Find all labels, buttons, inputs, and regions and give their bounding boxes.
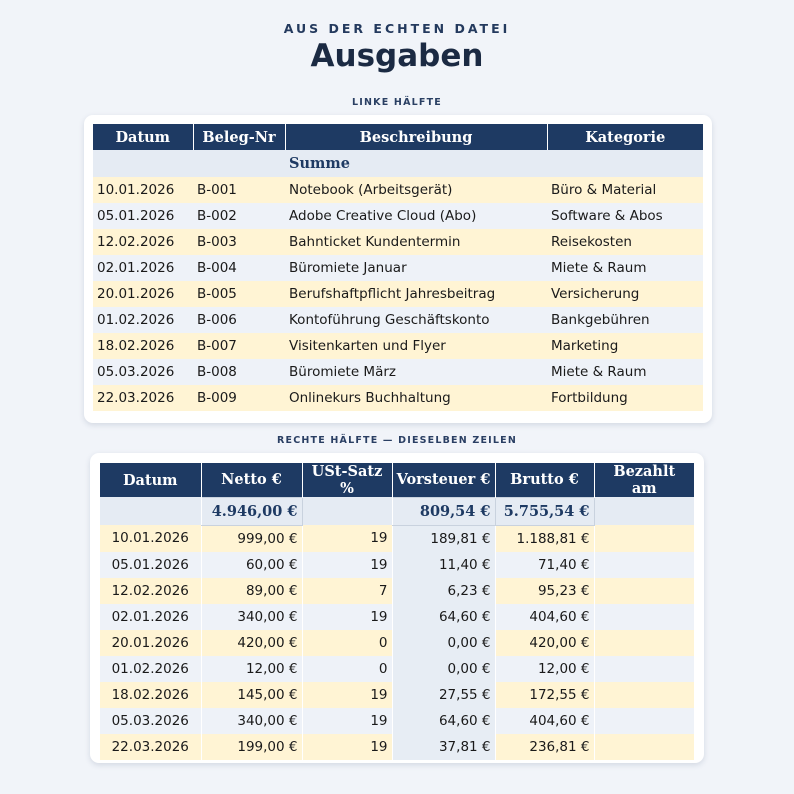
column-header-brutto[interactable]: Brutto €: [495, 463, 594, 497]
cell-beleg-nr[interactable]: B-001: [193, 177, 285, 203]
left-table: [93, 124, 703, 411]
cell-kategorie[interactable]: Software & Abos: [547, 203, 703, 229]
cell-bezahlt-am[interactable]: [594, 682, 694, 708]
cell-vorsteuer[interactable]: 64,60 €: [392, 604, 495, 630]
cell-beleg-nr[interactable]: B-008: [193, 359, 285, 385]
cell-kategorie[interactable]: Versicherung: [547, 281, 703, 307]
cell-bezahlt-am[interactable]: [594, 656, 694, 682]
cell-netto[interactable]: 12,00 €: [201, 656, 302, 682]
table-cell[interactable]: [547, 150, 703, 177]
cell-kategorie[interactable]: Miete & Raum: [547, 255, 703, 281]
cell-datum[interactable]: 22.03.2026: [100, 734, 201, 760]
cell-vorsteuer[interactable]: 0,00 €: [392, 630, 495, 656]
cell-beschreibung[interactable]: Notebook (Arbeitsgerät): [285, 177, 547, 203]
cell-datum[interactable]: 20.01.2026: [93, 281, 193, 307]
table-cell[interactable]: [594, 497, 694, 525]
cell-ust-satz[interactable]: 19: [302, 525, 392, 552]
cell-beleg-nr[interactable]: B-007: [193, 333, 285, 359]
cell-netto[interactable]: 340,00 €: [201, 604, 302, 630]
table-row[interactable]: [93, 281, 703, 307]
cell-netto[interactable]: 145,00 €: [201, 682, 302, 708]
column-header-beleg-nr[interactable]: Beleg-Nr: [193, 124, 285, 150]
table-row[interactable]: [93, 203, 703, 229]
column-header-beschreibung[interactable]: Beschreibung: [285, 124, 547, 150]
table-row[interactable]: [93, 229, 703, 255]
left-table-header-row: [93, 124, 703, 150]
cell-kategorie[interactable]: Fortbildung: [547, 385, 703, 411]
cell-kategorie[interactable]: Marketing: [547, 333, 703, 359]
cell-ust-satz[interactable]: 19: [302, 708, 392, 734]
cell-bezahlt-am[interactable]: [594, 552, 694, 578]
cell-ust-satz[interactable]: 19: [302, 734, 392, 760]
cell-beleg-nr[interactable]: B-005: [193, 281, 285, 307]
right-table-card: [90, 453, 704, 763]
cell-datum[interactable]: 01.02.2026: [93, 307, 193, 333]
cell-datum[interactable]: 12.02.2026: [100, 578, 201, 604]
cell-datum[interactable]: 22.03.2026: [93, 385, 193, 411]
page-title: Ausgaben: [310, 38, 484, 74]
column-header-kategorie[interactable]: Kategorie: [547, 124, 703, 150]
table-cell[interactable]: [100, 497, 201, 525]
table-row[interactable]: [93, 333, 703, 359]
table-row[interactable]: [100, 682, 694, 708]
cell-netto[interactable]: 999,00 €: [201, 525, 302, 552]
cell-brutto[interactable]: 12,00 €: [495, 656, 594, 682]
column-header-datum[interactable]: Datum: [100, 463, 201, 497]
cell-beschreibung[interactable]: Onlinekurs Buchhaltung: [285, 385, 547, 411]
cell-beschreibung[interactable]: Bahnticket Kundentermin: [285, 229, 547, 255]
right-table-header-row: [100, 463, 694, 497]
cell-kategorie[interactable]: Büro & Material: [547, 177, 703, 203]
cell-datum[interactable]: 10.01.2026: [100, 525, 201, 552]
cell-brutto[interactable]: 236,81 €: [495, 734, 594, 760]
cell-ust-satz[interactable]: 0: [302, 656, 392, 682]
cell-datum[interactable]: 10.01.2026: [93, 177, 193, 203]
table-row[interactable]: [100, 525, 694, 552]
cell-beschreibung[interactable]: Büromiete März: [285, 359, 547, 385]
table-row[interactable]: [93, 307, 703, 333]
column-header-bezahlt-am[interactable]: Bezahlt am: [594, 463, 694, 497]
table-row[interactable]: [100, 604, 694, 630]
cell-ust-satz[interactable]: 19: [302, 552, 392, 578]
cell-datum[interactable]: 18.02.2026: [100, 682, 201, 708]
table-cell[interactable]: [93, 150, 193, 177]
left-section-label: LINKE HÄLFTE: [352, 97, 442, 108]
cell-datum[interactable]: 05.01.2026: [100, 552, 201, 578]
cell-bezahlt-am[interactable]: [594, 630, 694, 656]
cell-beschreibung[interactable]: Adobe Creative Cloud (Abo): [285, 203, 547, 229]
cell-beleg-nr[interactable]: B-004: [193, 255, 285, 281]
table-row[interactable]: [93, 177, 703, 203]
cell-netto[interactable]: 60,00 €: [201, 552, 302, 578]
cell-vorsteuer[interactable]: 11,40 €: [392, 552, 495, 578]
cell-datum[interactable]: 12.02.2026: [93, 229, 193, 255]
sum-netto[interactable]: 4.946,00 €: [201, 497, 302, 525]
left-table-card: [84, 115, 712, 423]
table-row[interactable]: [100, 578, 694, 604]
cell-brutto[interactable]: 404,60 €: [495, 604, 594, 630]
cell-kategorie[interactable]: Reisekosten: [547, 229, 703, 255]
cell-netto[interactable]: 340,00 €: [201, 708, 302, 734]
sum-label[interactable]: Summe: [285, 150, 547, 177]
table-row[interactable]: [93, 359, 703, 385]
table-row[interactable]: [93, 385, 703, 411]
cell-bezahlt-am[interactable]: [594, 578, 694, 604]
cell-datum[interactable]: 05.03.2026: [93, 359, 193, 385]
cell-datum[interactable]: 05.01.2026: [93, 203, 193, 229]
cell-datum[interactable]: 18.02.2026: [93, 333, 193, 359]
cell-beschreibung[interactable]: Kontoführung Geschäftskonto: [285, 307, 547, 333]
cell-netto[interactable]: 420,00 €: [201, 630, 302, 656]
cell-kategorie[interactable]: Miete & Raum: [547, 359, 703, 385]
sum-brutto[interactable]: 5.755,54 €: [495, 497, 594, 525]
cell-datum[interactable]: 05.03.2026: [100, 708, 201, 734]
cell-ust-satz[interactable]: 19: [302, 604, 392, 630]
cell-vorsteuer[interactable]: 64,60 €: [392, 708, 495, 734]
cell-brutto[interactable]: 172,55 €: [495, 682, 594, 708]
cell-brutto[interactable]: 420,00 €: [495, 630, 594, 656]
cell-datum[interactable]: 20.01.2026: [100, 630, 201, 656]
column-header-ust-satz[interactable]: USt-Satz %: [302, 463, 392, 497]
cell-beschreibung[interactable]: Visitenkarten und Flyer: [285, 333, 547, 359]
cell-kategorie[interactable]: Bankgebühren: [547, 307, 703, 333]
cell-brutto[interactable]: 71,40 €: [495, 552, 594, 578]
cell-bezahlt-am[interactable]: [594, 708, 694, 734]
cell-vorsteuer[interactable]: 37,81 €: [392, 734, 495, 760]
table-row[interactable]: [100, 708, 694, 734]
cell-beleg-nr[interactable]: B-009: [193, 385, 285, 411]
cell-beschreibung[interactable]: Büromiete Januar: [285, 255, 547, 281]
cell-bezahlt-am[interactable]: [594, 525, 694, 552]
cell-bezahlt-am[interactable]: [594, 604, 694, 630]
cell-datum[interactable]: 02.01.2026: [100, 604, 201, 630]
table-row[interactable]: [100, 630, 694, 656]
cell-ust-satz[interactable]: 7: [302, 578, 392, 604]
cell-beleg-nr[interactable]: B-006: [193, 307, 285, 333]
cell-ust-satz[interactable]: 19: [302, 682, 392, 708]
table-cell[interactable]: [302, 497, 392, 525]
right-section-label: RECHTE HÄLFTE — DIESELBEN ZEILEN: [276, 435, 518, 446]
sum-row: [93, 150, 703, 177]
cell-beleg-nr[interactable]: B-002: [193, 203, 285, 229]
cell-brutto[interactable]: 1.188,81 €: [495, 525, 594, 552]
table-cell[interactable]: [193, 150, 285, 177]
cell-brutto[interactable]: 404,60 €: [495, 708, 594, 734]
cell-netto[interactable]: 199,00 €: [201, 734, 302, 760]
column-header-netto[interactable]: Netto €: [201, 463, 302, 497]
table-row[interactable]: [100, 656, 694, 682]
sum-vorsteuer[interactable]: 809,54 €: [392, 497, 495, 525]
cell-vorsteuer[interactable]: 189,81 €: [392, 525, 495, 552]
cell-ust-satz[interactable]: 0: [302, 630, 392, 656]
column-header-vorsteuer[interactable]: Vorsteuer €: [392, 463, 495, 497]
cell-vorsteuer[interactable]: 27,55 €: [392, 682, 495, 708]
cell-vorsteuer[interactable]: 6,23 €: [392, 578, 495, 604]
column-header-datum[interactable]: Datum: [93, 124, 193, 150]
sum-row: [100, 497, 694, 525]
cell-vorsteuer[interactable]: 0,00 €: [392, 656, 495, 682]
cell-datum[interactable]: 02.01.2026: [93, 255, 193, 281]
cell-brutto[interactable]: 95,23 €: [495, 578, 594, 604]
page-kicker: AUS DER ECHTEN DATEI: [283, 21, 511, 36]
cell-beleg-nr[interactable]: B-003: [193, 229, 285, 255]
cell-bezahlt-am[interactable]: [594, 734, 694, 760]
cell-datum[interactable]: 01.02.2026: [100, 656, 201, 682]
cell-beschreibung[interactable]: Berufshaftpflicht Jahresbeitrag: [285, 281, 547, 307]
right-table: [100, 463, 694, 760]
table-row[interactable]: [93, 255, 703, 281]
cell-netto[interactable]: 89,00 €: [201, 578, 302, 604]
table-row[interactable]: [100, 552, 694, 578]
table-row[interactable]: [100, 734, 694, 760]
